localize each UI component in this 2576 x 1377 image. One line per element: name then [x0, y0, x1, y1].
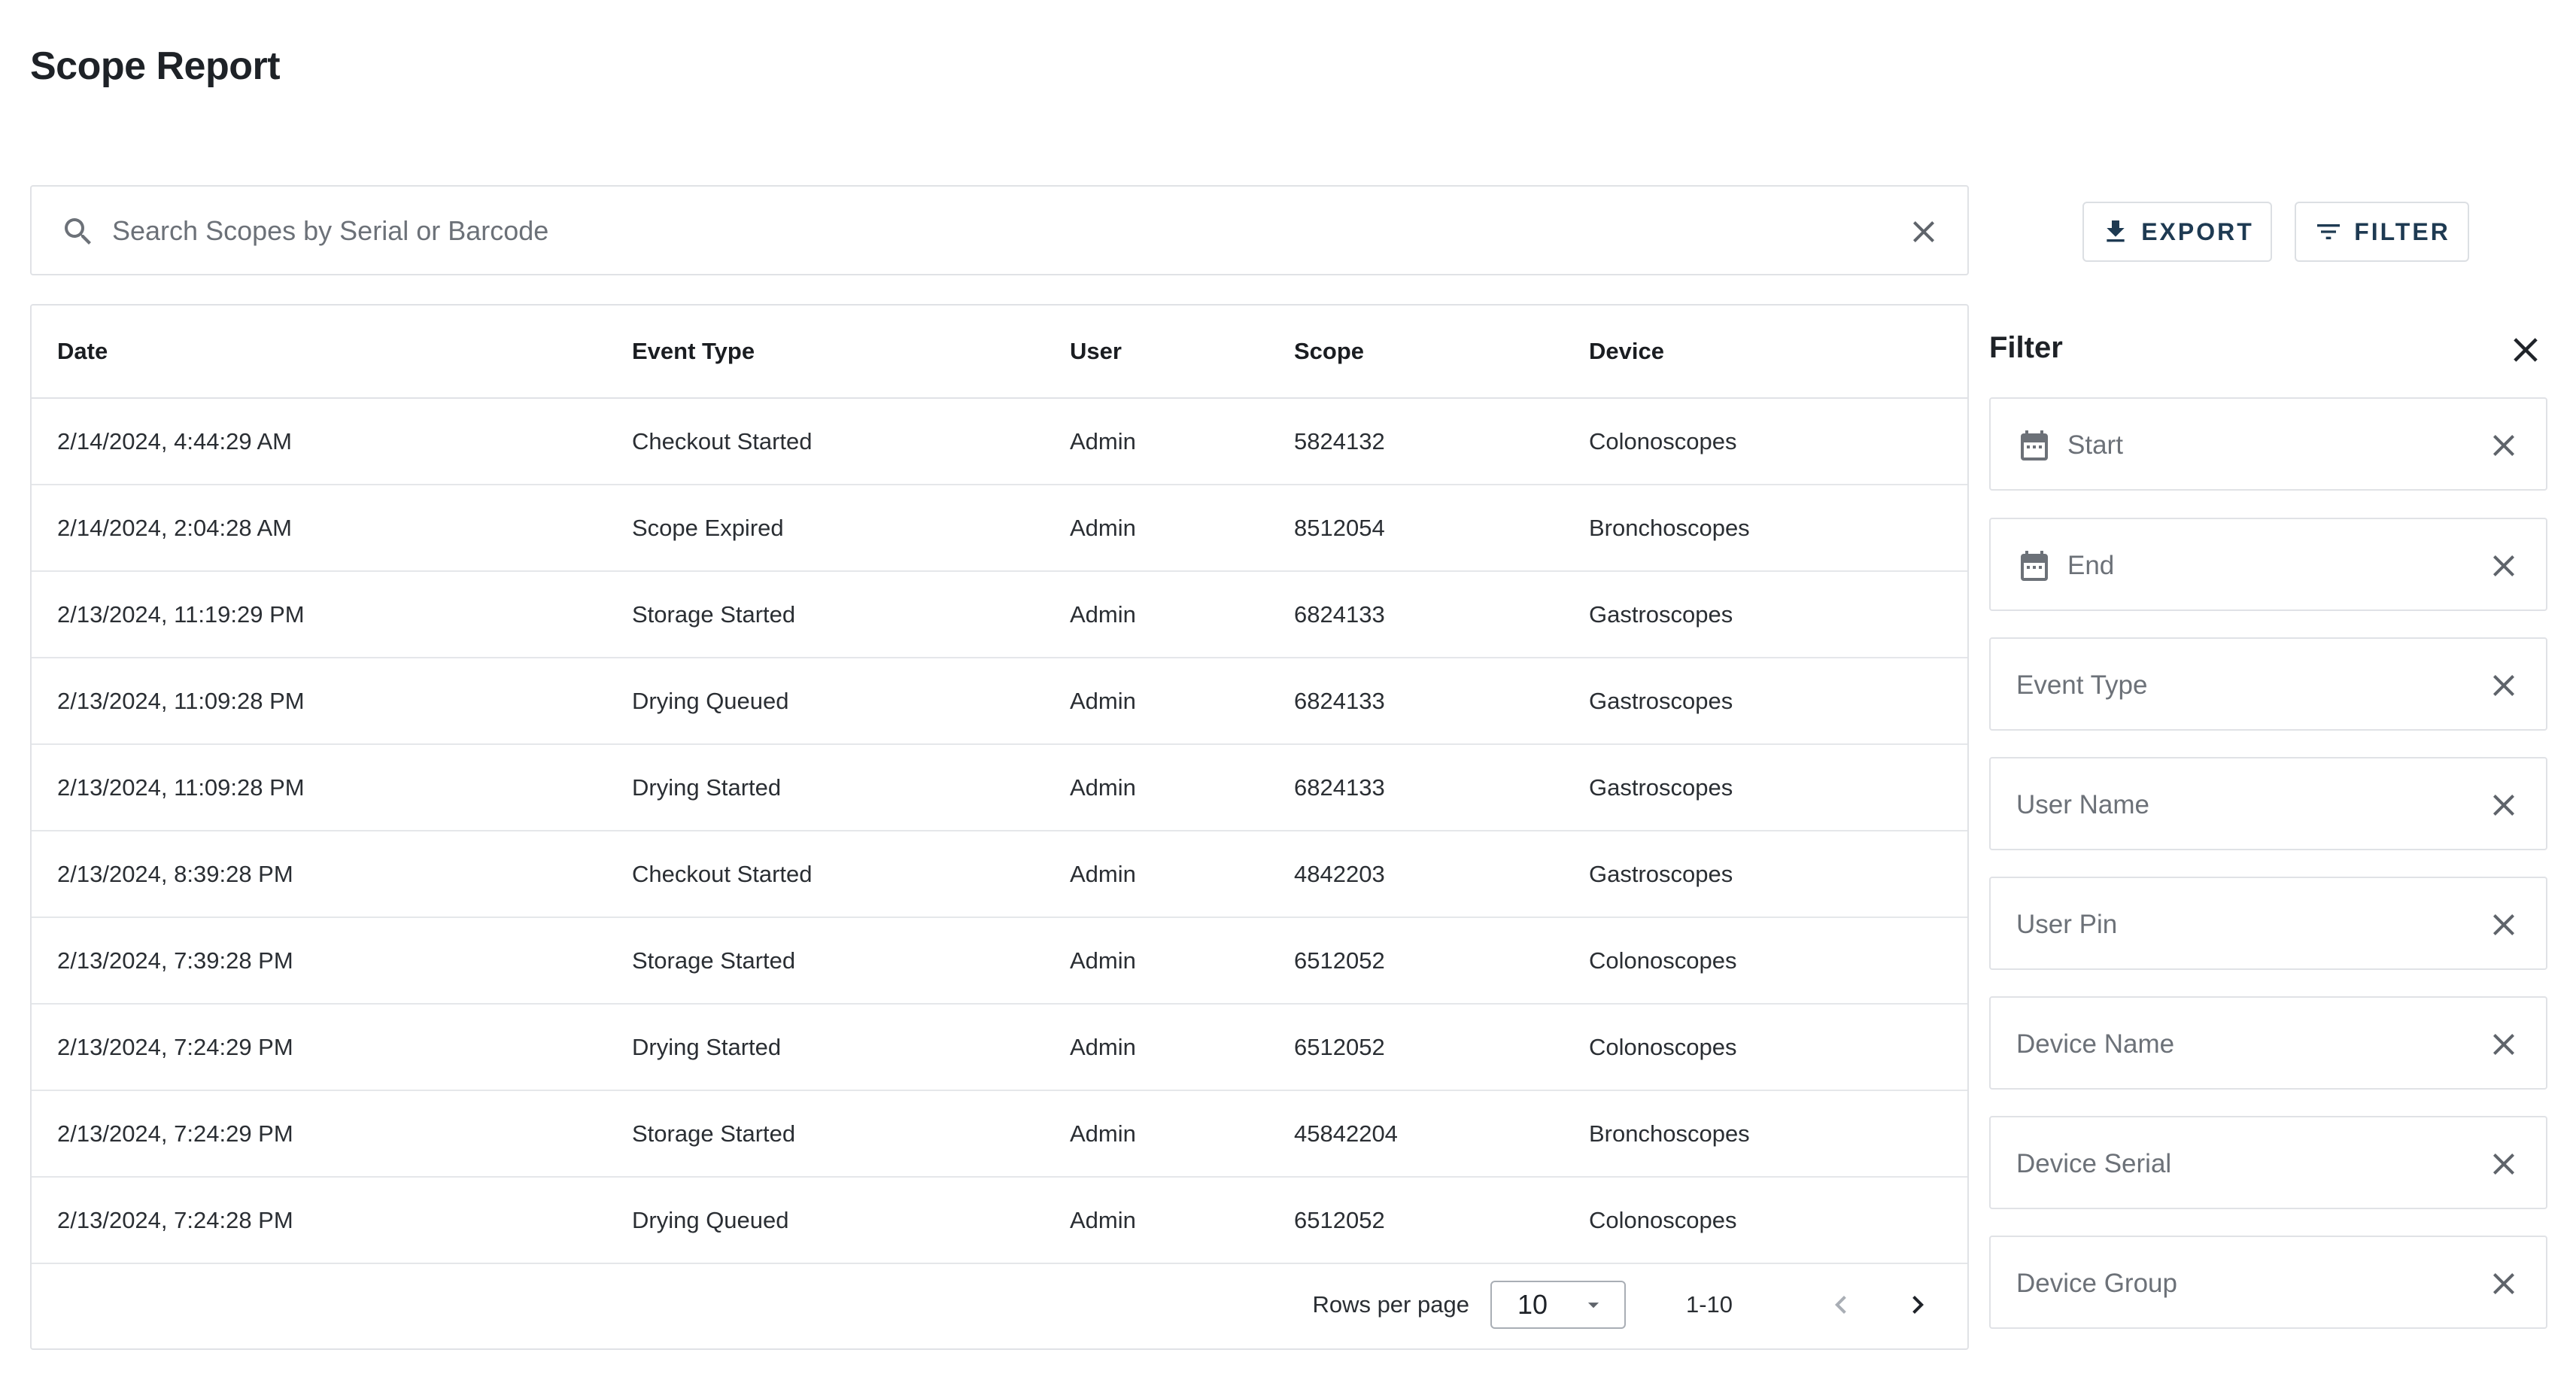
- cell-date: 2/13/2024, 7:39:28 PM: [32, 917, 606, 1004]
- table-row[interactable]: [32, 485, 1967, 571]
- cell-event-type: Drying Started: [606, 1004, 1044, 1090]
- column-header-user[interactable]: User: [1044, 305, 1268, 398]
- filter-field-label: User Pin: [2016, 910, 2118, 939]
- cell-device: Colonoscopes: [1563, 1004, 1967, 1090]
- cell-event-type: Drying Started: [606, 744, 1044, 831]
- clear-end-icon[interactable]: [2486, 548, 2522, 584]
- cell-scope: 6824133: [1268, 744, 1563, 831]
- cell-device: Colonoscopes: [1563, 1177, 1967, 1263]
- clear-device-name-icon[interactable]: [2486, 1026, 2522, 1062]
- cell-event-type: Drying Queued: [606, 1177, 1044, 1263]
- cell-date: 2/14/2024, 4:44:29 AM: [32, 398, 606, 485]
- filter-field-label: User Name: [2016, 790, 2149, 819]
- cell-event-type: Drying Queued: [606, 658, 1044, 744]
- clear-user-name-icon[interactable]: [2486, 787, 2522, 823]
- cell-event-type: Storage Started: [606, 1090, 1044, 1177]
- rows-per-page-label: Rows per page: [1312, 1291, 1469, 1318]
- cell-device: Gastroscopes: [1563, 571, 1967, 658]
- filter-button[interactable]: [2295, 202, 2469, 262]
- cell-user: Admin: [1044, 917, 1268, 1004]
- filter-field-label: Device Name: [2016, 1029, 2175, 1059]
- table-row[interactable]: [32, 1090, 1967, 1177]
- clear-device-serial-icon[interactable]: [2486, 1146, 2522, 1182]
- table-row[interactable]: [32, 398, 1967, 485]
- filter-device-name[interactable]: [1989, 996, 2547, 1090]
- page-title: Scope Report: [30, 44, 281, 88]
- calendar-icon[interactable]: [2016, 548, 2052, 584]
- page-range: 1-10: [1685, 1291, 1733, 1318]
- filter-field-label: Device Serial: [2016, 1149, 2172, 1178]
- table-row[interactable]: [32, 917, 1967, 1004]
- cell-scope: 6512052: [1268, 917, 1563, 1004]
- cell-scope: 8512054: [1268, 485, 1563, 571]
- clear-event-type-icon[interactable]: [2486, 667, 2522, 704]
- cell-user: Admin: [1044, 658, 1268, 744]
- cell-scope: 5824132: [1268, 398, 1563, 485]
- column-header-device[interactable]: Device: [1563, 305, 1967, 398]
- cell-user: Admin: [1044, 485, 1268, 571]
- cell-user: Admin: [1044, 831, 1268, 917]
- clear-start-icon[interactable]: [2486, 427, 2522, 464]
- next-page-icon[interactable]: [1900, 1287, 1936, 1323]
- cell-scope: 6824133: [1268, 658, 1563, 744]
- cell-event-type: Checkout Started: [606, 831, 1044, 917]
- cell-scope: 6512052: [1268, 1177, 1563, 1263]
- cell-event-type: Checkout Started: [606, 398, 1044, 485]
- clear-search-icon[interactable]: [1906, 214, 1942, 250]
- filter-end-date[interactable]: [1989, 518, 2547, 611]
- cell-scope: 4842203: [1268, 831, 1563, 917]
- filter-user-pin[interactable]: [1989, 877, 2547, 970]
- cell-scope: 6824133: [1268, 571, 1563, 658]
- column-header-scope[interactable]: Scope: [1268, 305, 1563, 398]
- filter-field-label: Event Type: [2016, 670, 2148, 700]
- cell-date: 2/13/2024, 7:24:29 PM: [32, 1090, 606, 1177]
- column-header-event-type[interactable]: Event Type: [606, 305, 1044, 398]
- search-input[interactable]: [111, 209, 1844, 253]
- cell-event-type: Scope Expired: [606, 485, 1044, 571]
- cell-user: Admin: [1044, 1090, 1268, 1177]
- filter-button-label: FILTER: [2354, 217, 2450, 245]
- previous-page-icon[interactable]: [1823, 1287, 1859, 1323]
- filter-start-date[interactable]: [1989, 397, 2547, 491]
- cell-date: 2/13/2024, 7:24:29 PM: [32, 1004, 606, 1090]
- filter-panel-title: Filter: [1989, 331, 2063, 364]
- cell-device: Bronchoscopes: [1563, 485, 1967, 571]
- cell-user: Admin: [1044, 398, 1268, 485]
- table-row[interactable]: [32, 658, 1967, 744]
- table-row[interactable]: [32, 1177, 1967, 1263]
- search-bar: [30, 185, 1969, 275]
- table-pagination: [32, 1261, 1967, 1348]
- filter-event-type[interactable]: [1989, 637, 2547, 731]
- close-filter-icon[interactable]: [2505, 330, 2546, 370]
- cell-date: 2/13/2024, 11:09:28 PM: [32, 744, 606, 831]
- search-icon: [60, 214, 96, 250]
- clear-user-pin-icon[interactable]: [2486, 907, 2522, 943]
- table-row[interactable]: [32, 744, 1967, 831]
- caret-down-icon: [1581, 1292, 1606, 1318]
- cell-user: Admin: [1044, 571, 1268, 658]
- calendar-icon[interactable]: [2016, 427, 2052, 464]
- table-row[interactable]: [32, 571, 1967, 658]
- cell-date: 2/13/2024, 7:24:28 PM: [32, 1177, 606, 1263]
- cell-device: Colonoscopes: [1563, 917, 1967, 1004]
- cell-device: Colonoscopes: [1563, 398, 1967, 485]
- cell-device: Bronchoscopes: [1563, 1090, 1967, 1177]
- cell-user: Admin: [1044, 1004, 1268, 1090]
- download-icon: [2101, 217, 2131, 247]
- column-header-date[interactable]: Date: [32, 305, 606, 398]
- cell-device: Gastroscopes: [1563, 831, 1967, 917]
- cell-scope: 45842204: [1268, 1090, 1563, 1177]
- cell-event-type: Storage Started: [606, 571, 1044, 658]
- rows-per-page-select[interactable]: [1490, 1281, 1626, 1329]
- filter-device-group[interactable]: [1989, 1236, 2547, 1329]
- cell-user: Admin: [1044, 1177, 1268, 1263]
- filter-device-serial[interactable]: [1989, 1116, 2547, 1209]
- filter-user-name[interactable]: [1989, 757, 2547, 850]
- filter-field-label: Device Group: [2016, 1269, 2177, 1298]
- export-button-label: EXPORT: [2141, 217, 2254, 245]
- rows-per-page-value: 10: [1517, 1289, 1548, 1320]
- cell-device: Gastroscopes: [1563, 744, 1967, 831]
- clear-device-group-icon[interactable]: [2486, 1266, 2522, 1302]
- filter-field-label: End: [2067, 551, 2115, 580]
- cell-scope: 6512052: [1268, 1004, 1563, 1090]
- cell-date: 2/13/2024, 11:09:28 PM: [32, 658, 606, 744]
- table-header-row: [32, 305, 1967, 398]
- cell-date: 2/14/2024, 2:04:28 AM: [32, 485, 606, 571]
- filter-list-icon: [2313, 217, 2344, 247]
- cell-date: 2/13/2024, 11:19:29 PM: [32, 571, 606, 658]
- table-row[interactable]: [32, 831, 1967, 917]
- table-row[interactable]: [32, 1004, 1967, 1090]
- scope-report-table: [30, 304, 1969, 1350]
- cell-device: Gastroscopes: [1563, 658, 1967, 744]
- cell-date: 2/13/2024, 8:39:28 PM: [32, 831, 606, 917]
- export-button[interactable]: [2082, 202, 2272, 262]
- cell-user: Admin: [1044, 744, 1268, 831]
- cell-event-type: Storage Started: [606, 917, 1044, 1004]
- filter-field-label: Start: [2067, 430, 2123, 460]
